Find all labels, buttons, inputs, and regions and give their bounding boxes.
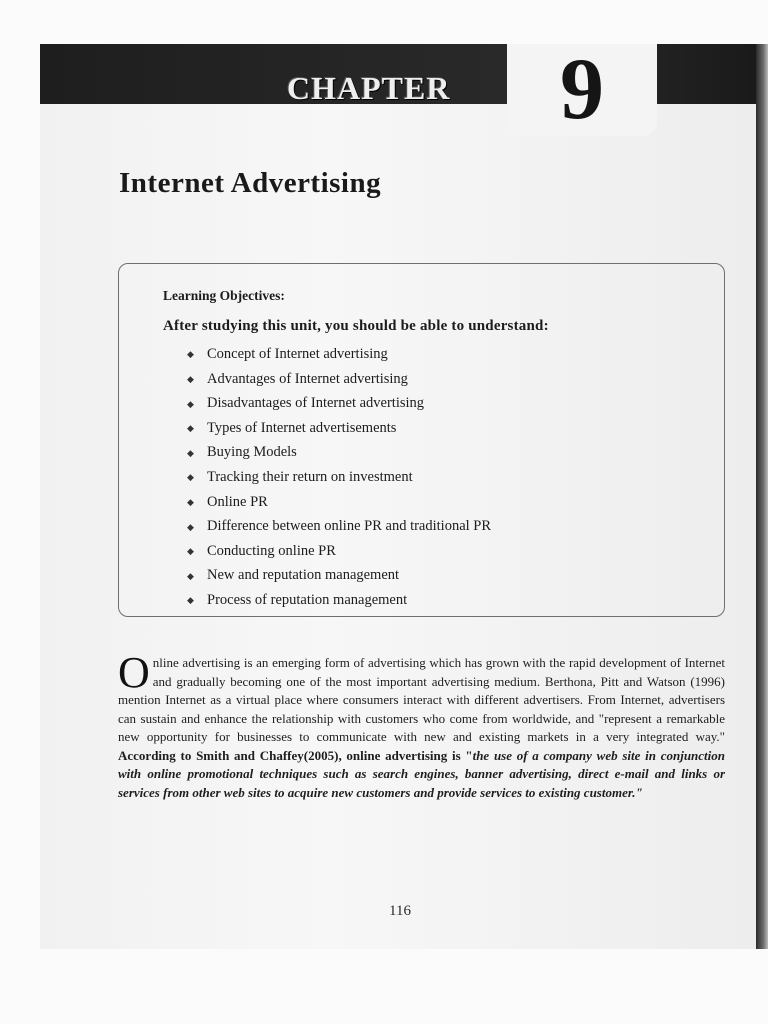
diamond-bullet-icon: ◆ bbox=[187, 546, 194, 557]
chapter-number: 9 bbox=[560, 41, 604, 138]
list-item: ◆ Online PR bbox=[187, 490, 491, 515]
list-item: ◆ Conducting online PR bbox=[187, 539, 491, 564]
chapter-title: Internet Advertising bbox=[119, 167, 382, 199]
learning-objectives-heading: Learning Objectives: bbox=[163, 288, 285, 303]
list-item: ◆ Difference between online PR and traditional PR bbox=[187, 514, 491, 539]
drop-cap: O bbox=[118, 648, 150, 697]
diamond-bullet-icon: ◆ bbox=[187, 570, 194, 581]
learning-objectives-list bbox=[187, 342, 491, 613]
list-item: ◆ Process of reputation management bbox=[187, 588, 491, 613]
diamond-bullet-icon: ◆ bbox=[187, 521, 194, 532]
list-item: ◆ New and reputation management bbox=[187, 563, 491, 588]
body-text: nline advertising is an emerging form of advertising which has grown with the rapid development of Internet and gradually becoming one of the most important advertising medium. Berthona, Pitt and Watson (1996) mention Internet as a virtual place where consumers interact with different advertisers. From Internet, advertisers can sustain and enhance the relationship with customers who come from worldwide, and "represent a remarkable new opportunity for businesses to communicate with new and existing markets in a very integrated way." bbox=[118, 655, 725, 744]
body-paragraph bbox=[118, 648, 725, 802]
book-spine-shadow bbox=[756, 44, 768, 949]
diamond-bullet-icon: ◆ bbox=[187, 349, 194, 360]
list-item: ◆ Disadvantages of Internet advertising bbox=[187, 391, 491, 416]
chapter-number-box bbox=[507, 41, 657, 138]
page-number: 116 bbox=[389, 903, 411, 919]
list-item: ◆ Buying Models bbox=[187, 440, 491, 465]
learning-objectives-intro: After studying this unit, you should be able to understand: bbox=[163, 318, 549, 334]
learning-objectives-box bbox=[118, 263, 725, 617]
diamond-bullet-icon: ◆ bbox=[187, 595, 194, 606]
definition-quote: the use of a company web site in conjunction with online promotional techniques such as search engines, banner advertising, direct e-mail and links or services from other web sites to acquire new customers and provide services to existing customer." bbox=[118, 747, 725, 800]
diamond-bullet-icon: ◆ bbox=[187, 373, 194, 384]
list-item: ◆ Tracking their return on investment bbox=[187, 465, 491, 490]
diamond-bullet-icon: ◆ bbox=[187, 447, 194, 458]
diamond-bullet-icon: ◆ bbox=[187, 398, 194, 409]
body-text-bold: According to Smith and Chaffey(2005), online advertising is " bbox=[118, 747, 473, 763]
diamond-bullet-icon: ◆ bbox=[187, 496, 194, 507]
diamond-bullet-icon: ◆ bbox=[187, 472, 194, 483]
chapter-label: CHAPTER bbox=[287, 70, 451, 106]
list-item: ◆ Concept of Internet advertising bbox=[187, 342, 491, 367]
diamond-bullet-icon: ◆ bbox=[187, 423, 194, 434]
list-item: ◆ Advantages of Internet advertising bbox=[187, 367, 491, 392]
list-item: ◆ Types of Internet advertisements bbox=[187, 416, 491, 441]
